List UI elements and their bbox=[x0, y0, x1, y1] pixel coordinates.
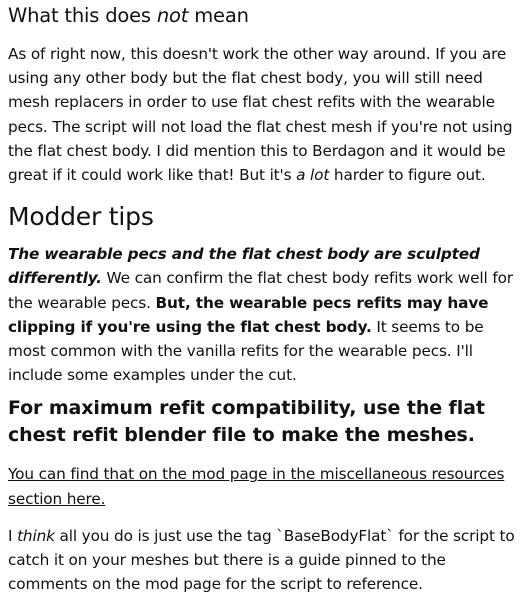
paragraph-text-end: It seems to be most common with the vanilla refits for the wearable pecs. I'll include some examples under the cut. bbox=[8, 317, 484, 385]
heading-text-end: mean bbox=[188, 4, 249, 27]
mod-page-resources-link[interactable]: You can find that on the mod page in the miscellaneous resources section here. bbox=[8, 465, 505, 508]
paragraph-text-end: harder to figure out. bbox=[329, 166, 486, 185]
paragraph-text: I bbox=[8, 526, 18, 545]
post-body bbox=[0, 4, 524, 596]
heading-emphasis: not bbox=[156, 4, 189, 27]
paragraph-text: As of right now, this doesn't work the other way around. If you are using any other body but the flat chest body, you will still need mesh replacers in order to use flat chest refits with the wearable pecs. The script will not load the flat chest mesh if you're not using the flat chest body. I did mention this to Berdagon and it would be great if it could work like that! But it's bbox=[8, 45, 513, 185]
paragraph-emphasis: a lot bbox=[296, 166, 330, 185]
paragraph-modder-tips bbox=[8, 242, 516, 387]
paragraph-explanation bbox=[8, 42, 516, 187]
heading-text: What this does bbox=[8, 4, 157, 27]
paragraph-text-end: all you do is just use the tag `BaseBodyFlat` for the script to catch it on your meshes but there is a guide pinned to the comments on the mod page for the script to reference. bbox=[8, 526, 515, 594]
paragraph-text: We can confirm the flat chest body refits work well for the wearable pecs. bbox=[8, 269, 513, 312]
paragraph-link bbox=[8, 462, 516, 510]
bold-statement: But, the wearable pecs refits may have clipping if you're using the flat chest body. bbox=[8, 293, 489, 336]
paragraph-tag-tip bbox=[8, 524, 516, 597]
section-heading-not-mean bbox=[8, 4, 516, 28]
bold-italic-statement: The wearable pecs and the flat chest body are sculpted differently. bbox=[8, 245, 480, 288]
subheading-refit-compatibility: For maximum refit compatibility, use the flat chest refit blender file to make the meshes. bbox=[8, 397, 485, 447]
paragraph-emphasis: think bbox=[17, 526, 55, 545]
section-heading-modder-tips: Modder tips bbox=[8, 202, 154, 232]
